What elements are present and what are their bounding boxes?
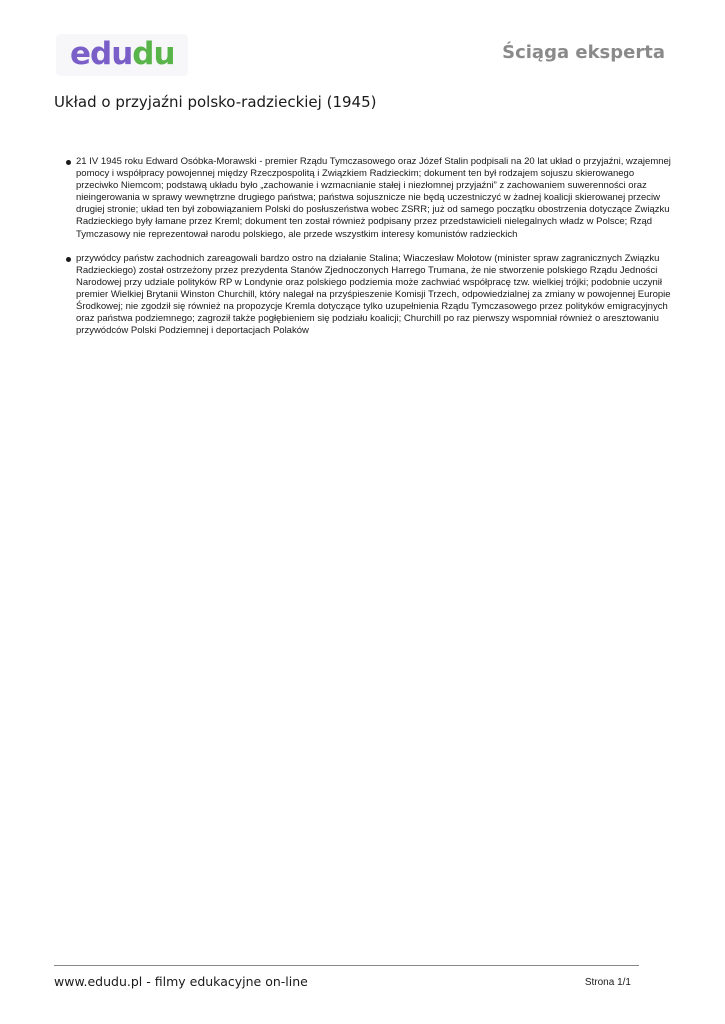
logo-part-2: du [132,36,175,72]
bullet-icon [66,160,71,165]
document-content [66,156,676,349]
logo-wordmark [70,36,175,72]
list-item [66,253,676,338]
bullet-icon [66,257,71,262]
list-item [66,156,676,241]
list-item-text: 21 IV 1945 roku Edward Osóbka-Morawski - premier Rządu Tymczasowego oraz Józef Stalin podpisali na 20 lat układ o przyjaźni, wzajemnej pomocy i współpracy powojennej między Rzeczpospolitą i Związkiem Radzieckim; dokument ten był rodzajem sojuszu skierowanego przeciwko Niemcom; podstawą układu było „zachowanie i wzmacnianie stałej i niezłomnej przyjaźni” z zachowaniem suwerenności oraz nieingerowania w sprawy wewnętrzne drugiego państwa; państwa sojusznicze nie będą uczestniczyć w żadnej koalicji skierowanej przeciw drugiej stronie; układ ten był zobowiązaniem Polski do posłuszeństwa wobec ZSRR; już od samego początku obostrzenia dotyczące Związku Radzieckiego były łamane przez Kreml; dokument ten został również podpisany przez przedstawicieli nielegalnych władz w Polsce; Rząd Tymczasowy nie reprezentował narodu polskiego, ale przede wszystkim interesy komunistów radzieckich [76,156,671,240]
document-title: Układ o przyjaźni polsko-radzieckiej (1945) [54,93,377,111]
footer-divider [54,965,639,966]
section-label: Ściąga eksperta [502,42,665,63]
page-number: Strona 1/1 [584,977,631,988]
edudu-logo[interactable] [56,34,188,76]
list-item-text: przywódcy państw zachodnich zareagowali bardzo ostro na działanie Stalina; Wiaczesław Mołotow (minister spraw zagranicznych Związku Radzieckiego) został ostrzeżony przez prezydenta Stanów Zjednoczonych Harrego Trumana, że nie stworzenie polskiego Rządu Jedności Narodowej przy udziale polityków RP w Londynie oraz polskiego podziemia może zachwiać współpracę tzw. wielkiej trójki; podobnie uczynił premier Wielkiej Brytanii Winston Churchill, który nalegał na przyśpieszenie Komisji Trzech, odpowiedzialnej za zmiany w powojennej Europie Środkowej; nie zgodził się również na propozycje Kremla dotyczące tylko uzupełnienia Rządu Tymczasowego przez polityków emigracyjnych oraz państwa podziemnego; zagroził także pogłębieniem się podziału koalicji; Churchill po raz pierwszy wspomniał również o aresztowaniu przywódców Polski Podziemnej i deportacjach Polaków [76,252,671,337]
footer-site-link[interactable]: www.edudu.pl - filmy edukacyjne on-line [54,974,308,989]
logo-part-1: edu [70,36,133,72]
